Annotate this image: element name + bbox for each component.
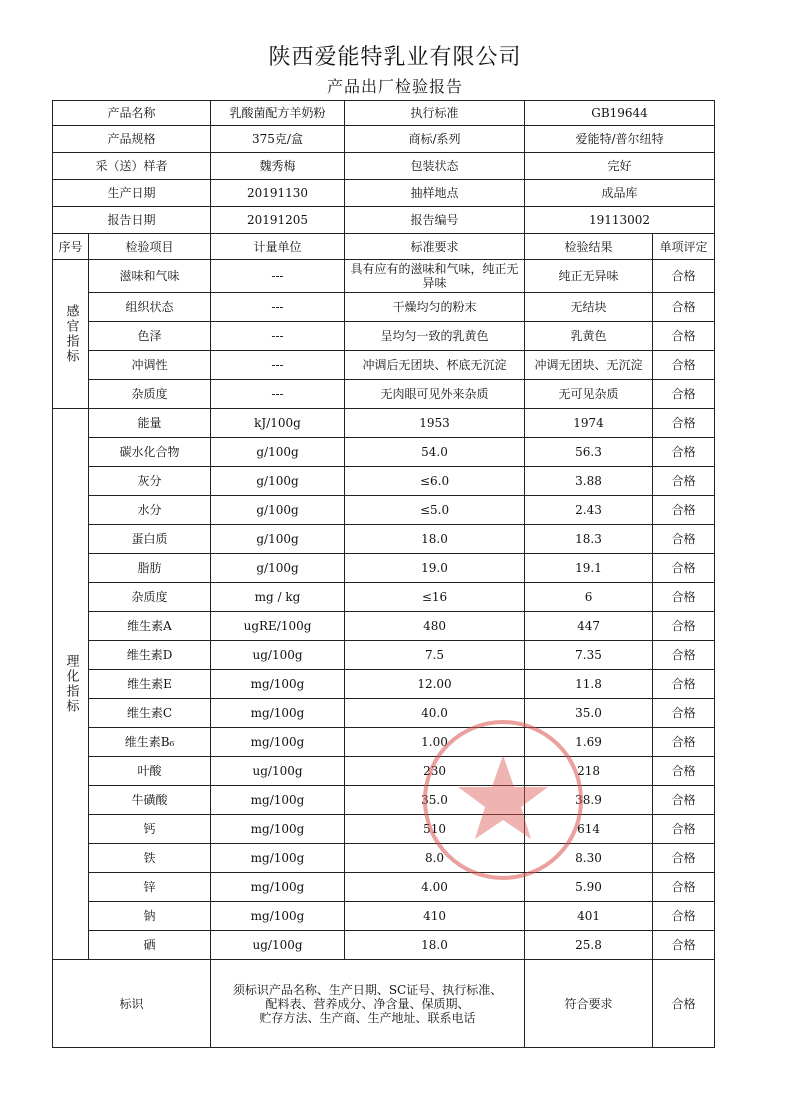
verdict: 合格 (653, 844, 715, 873)
physchem-row (53, 554, 715, 583)
test-result: 19.1 (525, 554, 653, 583)
info-value: 爱能特/普尔纽特 (525, 126, 715, 153)
col-header-no: 序号 (53, 234, 89, 260)
verdict: 合格 (653, 902, 715, 931)
physchem-row (53, 931, 715, 960)
labelling-requirement (211, 960, 525, 1048)
physchem-row (53, 496, 715, 525)
unit: mg/100g (211, 902, 345, 931)
info-label: 产品规格 (53, 126, 211, 153)
verdict: 合格 (653, 815, 715, 844)
item-name: 钙 (89, 815, 211, 844)
test-result: 冲调无团块、无沉淀 (525, 351, 653, 380)
item-name: 碳水化合物 (89, 438, 211, 467)
verdict: 合格 (653, 757, 715, 786)
standard-requirement: 4.00 (345, 873, 525, 902)
info-value: 魏秀梅 (211, 153, 345, 180)
standard-requirement: 35.0 (345, 786, 525, 815)
info-value: 375克/盒 (211, 126, 345, 153)
unit: --- (211, 322, 345, 351)
standard-requirement: 1.00 (345, 728, 525, 757)
unit: g/100g (211, 554, 345, 583)
test-result: 乳黄色 (525, 322, 653, 351)
unit: mg/100g (211, 844, 345, 873)
physchem-row (53, 728, 715, 757)
test-result: 3.88 (525, 467, 653, 496)
item-name: 维生素B₆ (89, 728, 211, 757)
unit: mg/100g (211, 699, 345, 728)
test-result: 35.0 (525, 699, 653, 728)
verdict: 合格 (653, 728, 715, 757)
physchem-row (53, 438, 715, 467)
test-result: 11.8 (525, 670, 653, 699)
standard-requirement: 19.0 (345, 554, 525, 583)
unit: mg/100g (211, 670, 345, 699)
info-value: 19113002 (525, 207, 715, 234)
info-value: 20191205 (211, 207, 345, 234)
physchem-row (53, 641, 715, 670)
item-name: 锌 (89, 873, 211, 902)
test-result: 614 (525, 815, 653, 844)
unit: mg/100g (211, 873, 345, 902)
verdict: 合格 (653, 583, 715, 612)
sensory-category-cell (53, 260, 89, 409)
standard-requirement: 40.0 (345, 699, 525, 728)
item-name: 杂质度 (89, 380, 211, 409)
verdict: 合格 (653, 260, 715, 293)
info-value: 乳酸菌配方羊奶粉 (211, 101, 345, 126)
item-name: 维生素E (89, 670, 211, 699)
item-name: 蛋白质 (89, 525, 211, 554)
item-name: 牛磺酸 (89, 786, 211, 815)
unit: --- (211, 260, 345, 293)
physchem-row (53, 583, 715, 612)
col-header-result: 检验结果 (525, 234, 653, 260)
labelling-verdict: 合格 (653, 960, 715, 1048)
info-value: 完好 (525, 153, 715, 180)
physchem-row (53, 873, 715, 902)
physchem-row (53, 525, 715, 554)
test-result: 1.69 (525, 728, 653, 757)
info-label: 抽样地点 (345, 180, 525, 207)
info-label: 报告编号 (345, 207, 525, 234)
unit: ugRE/100g (211, 612, 345, 641)
info-row (53, 101, 715, 126)
test-result: 7.35 (525, 641, 653, 670)
standard-requirement: 1953 (345, 409, 525, 438)
standard-requirement: 无肉眼可见外来杂质 (345, 380, 525, 409)
physchem-row (53, 902, 715, 931)
standard-requirement: 230 (345, 757, 525, 786)
labelling-requirement-line: 贮存方法、生产商、生产地址、联系电话 (259, 1010, 476, 1025)
physchem-row (53, 757, 715, 786)
labelling-requirement-line: 配料表、营养成分、净含量、保质期、 (265, 996, 470, 1011)
standard-requirement: 410 (345, 902, 525, 931)
verdict: 合格 (653, 670, 715, 699)
item-name: 灰分 (89, 467, 211, 496)
info-value: 20191130 (211, 180, 345, 207)
item-name: 滋味和气味 (89, 260, 211, 293)
physchem-category-cell (53, 409, 89, 960)
test-result: 18.3 (525, 525, 653, 554)
standard-requirement: 具有应有的滋味和气味，纯正无异味 (345, 260, 525, 293)
test-result: 无可见杂质 (525, 380, 653, 409)
standard-requirement: 54.0 (345, 438, 525, 467)
verdict: 合格 (653, 409, 715, 438)
verdict: 合格 (653, 641, 715, 670)
test-result: 6 (525, 583, 653, 612)
info-label: 包装状态 (345, 153, 525, 180)
standard-requirement: 18.0 (345, 931, 525, 960)
item-name: 冲调性 (89, 351, 211, 380)
info-label: 产品名称 (53, 101, 211, 126)
col-header-standard: 标准要求 (345, 234, 525, 260)
physchem-row (53, 612, 715, 641)
item-name: 钠 (89, 902, 211, 931)
unit: mg/100g (211, 728, 345, 757)
info-label: 生产日期 (53, 180, 211, 207)
verdict: 合格 (653, 699, 715, 728)
verdict: 合格 (653, 525, 715, 554)
item-name: 铁 (89, 844, 211, 873)
verdict: 合格 (653, 467, 715, 496)
test-result: 2.43 (525, 496, 653, 525)
test-result: 无结块 (525, 293, 653, 322)
standard-requirement: ≤6.0 (345, 467, 525, 496)
col-header-unit: 计量单位 (211, 234, 345, 260)
item-name: 硒 (89, 931, 211, 960)
standard-requirement: 18.0 (345, 525, 525, 554)
verdict: 合格 (653, 873, 715, 902)
column-header-row (53, 234, 715, 260)
labelling-requirement-line: 须标识产品名称、生产日期、SC证号、执行标准、 (232, 982, 503, 997)
test-result: 401 (525, 902, 653, 931)
unit: mg / kg (211, 583, 345, 612)
info-row (53, 153, 715, 180)
sensory-row (53, 380, 715, 409)
info-label: 采（送）样者 (53, 153, 211, 180)
test-result: 8.30 (525, 844, 653, 873)
unit: ug/100g (211, 757, 345, 786)
sensory-category-label: 感官指标 (63, 304, 79, 364)
verdict: 合格 (653, 438, 715, 467)
verdict: 合格 (653, 612, 715, 641)
physchem-row (53, 699, 715, 728)
sensory-row (53, 351, 715, 380)
standard-requirement: ≤16 (345, 583, 525, 612)
unit: ug/100g (211, 641, 345, 670)
test-result: 218 (525, 757, 653, 786)
test-result: 25.8 (525, 931, 653, 960)
standard-requirement: 510 (345, 815, 525, 844)
test-result: 纯正无异味 (525, 260, 653, 293)
unit: --- (211, 351, 345, 380)
item-name: 脂肪 (89, 554, 211, 583)
standard-requirement: 480 (345, 612, 525, 641)
test-result: 38.9 (525, 786, 653, 815)
standard-requirement: 干燥均匀的粉末 (345, 293, 525, 322)
physchem-row (53, 409, 715, 438)
verdict: 合格 (653, 380, 715, 409)
item-name: 组织状态 (89, 293, 211, 322)
labelling-item: 标识 (53, 960, 211, 1048)
info-label: 报告日期 (53, 207, 211, 234)
item-name: 叶酸 (89, 757, 211, 786)
inspection-report-table (52, 100, 715, 1048)
physchem-category-label: 理化指标 (63, 654, 79, 714)
item-name: 能量 (89, 409, 211, 438)
col-header-item: 检验项目 (89, 234, 211, 260)
info-label: 商标/系列 (345, 126, 525, 153)
verdict: 合格 (653, 293, 715, 322)
test-result: 447 (525, 612, 653, 641)
unit: mg/100g (211, 815, 345, 844)
standard-requirement: 12.00 (345, 670, 525, 699)
item-name: 维生素A (89, 612, 211, 641)
info-row (53, 126, 715, 153)
unit: g/100g (211, 496, 345, 525)
standard-requirement: 冲调后无团块、杯底无沉淀 (345, 351, 525, 380)
physchem-row (53, 467, 715, 496)
item-name: 杂质度 (89, 583, 211, 612)
unit: kJ/100g (211, 409, 345, 438)
unit: --- (211, 380, 345, 409)
col-header-verdict: 单项评定 (653, 234, 715, 260)
info-value: 成品库 (525, 180, 715, 207)
sensory-row (53, 260, 715, 293)
info-row (53, 180, 715, 207)
standard-requirement: 7.5 (345, 641, 525, 670)
standard-requirement: 呈均匀一致的乳黄色 (345, 322, 525, 351)
verdict: 合格 (653, 554, 715, 583)
labelling-result: 符合要求 (525, 960, 653, 1048)
company-title: 陕西爱能特乳业有限公司 (268, 45, 522, 70)
verdict: 合格 (653, 496, 715, 525)
verdict: 合格 (653, 322, 715, 351)
verdict: 合格 (653, 786, 715, 815)
test-result: 56.3 (525, 438, 653, 467)
standard-requirement: 8.0 (345, 844, 525, 873)
unit: g/100g (211, 525, 345, 554)
verdict: 合格 (653, 931, 715, 960)
item-name: 水分 (89, 496, 211, 525)
test-result: 5.90 (525, 873, 653, 902)
item-name: 色泽 (89, 322, 211, 351)
unit: mg/100g (211, 786, 345, 815)
test-result: 1974 (525, 409, 653, 438)
info-label: 执行标准 (345, 101, 525, 126)
info-value: GB19644 (525, 101, 715, 126)
unit: g/100g (211, 438, 345, 467)
sensory-row (53, 293, 715, 322)
physchem-row (53, 844, 715, 873)
physchem-row (53, 670, 715, 699)
standard-requirement: ≤5.0 (345, 496, 525, 525)
unit: g/100g (211, 467, 345, 496)
physchem-row (53, 815, 715, 844)
unit: --- (211, 293, 345, 322)
report-title: 产品出厂检验报告 (326, 77, 463, 96)
physchem-row (53, 786, 715, 815)
item-name: 维生素D (89, 641, 211, 670)
unit: ug/100g (211, 931, 345, 960)
verdict: 合格 (653, 351, 715, 380)
info-row (53, 207, 715, 234)
labelling-row (53, 960, 715, 1048)
item-name: 维生素C (89, 699, 211, 728)
sensory-row (53, 322, 715, 351)
